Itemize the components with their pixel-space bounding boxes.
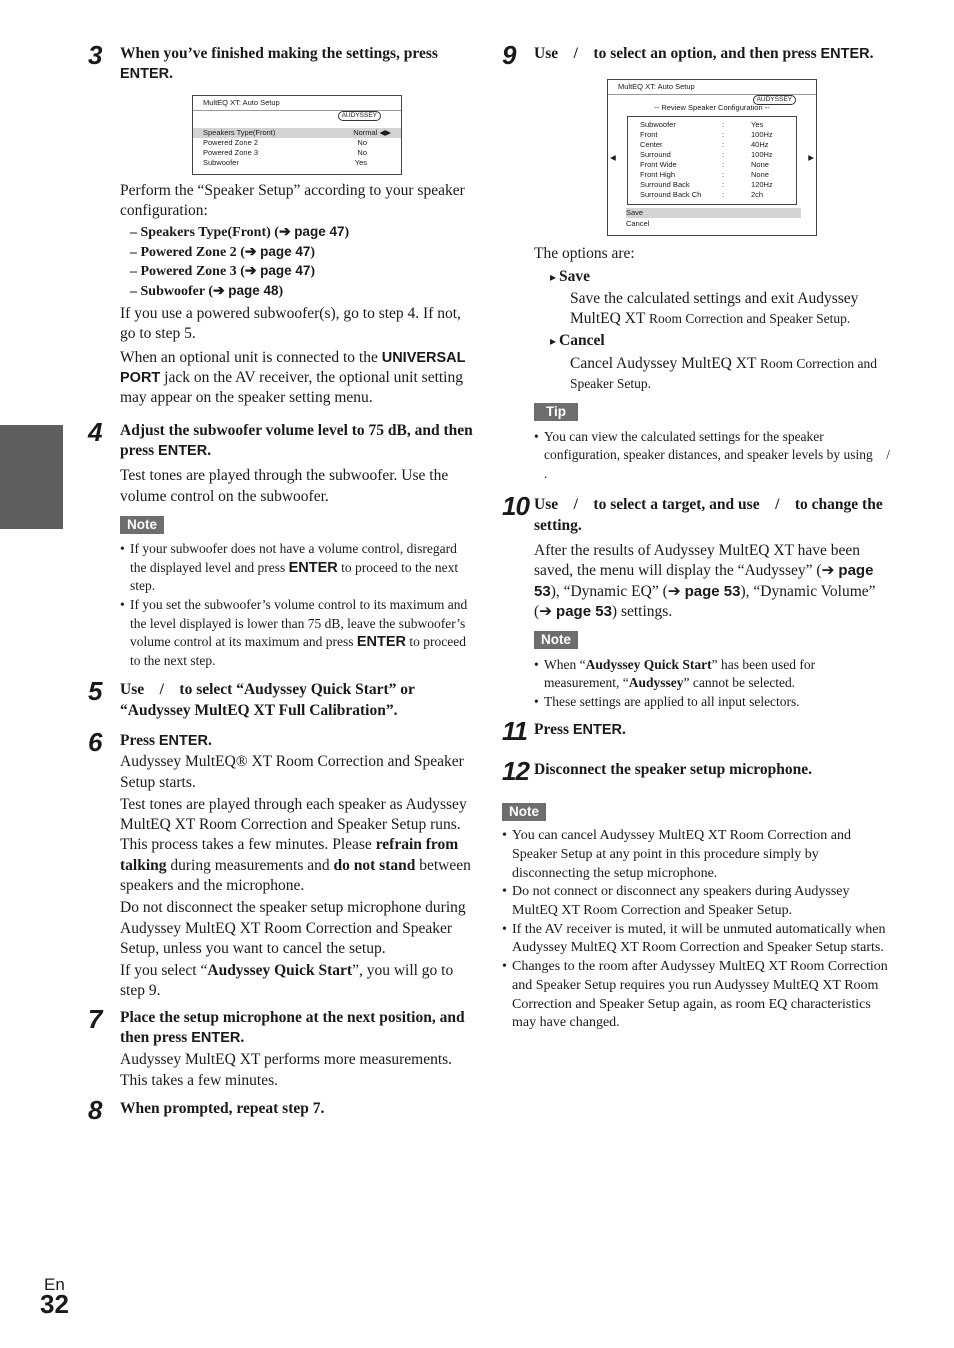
paragraph: After the results of Audyssey MultEQ XT have been saved, the menu will display the “Audyssey” (➔ page 53), “Dynamic EQ” (➔ page 53), “Dynamic Volume” (➔ page 53) settings. (534, 542, 876, 620)
step-11 (502, 716, 892, 747)
note-item: • Do not connect or disconnect any speakers during Audyssey MultEQ XT Room Correction and Speaker Setup. (502, 883, 892, 920)
step-number: 8 (88, 1094, 102, 1125)
note-item: • If you set the subwoofer’s volume control to its maximum and the level displayed is lower than 75 dB, leave the subwoofer’s volume control at its maximum and press ENTER to proceed to the next step. (120, 596, 476, 670)
step-title: When prompted, repeat step 7. (120, 1099, 325, 1117)
tip-item: • You can view the calculated settings for the speaker configuration, speaker distances, and speaker levels by using / . (534, 428, 892, 484)
step-number: 12 (502, 755, 529, 786)
config-row: Front Wide : None (640, 160, 769, 170)
config-row: Subwoofer : Yes (640, 120, 764, 130)
note-label: Note (502, 803, 546, 821)
step-number: 10 (502, 491, 529, 522)
config-row: Surround Back Ch : 2ch (640, 190, 764, 200)
right-arrow-icon[interactable]: ▶ (808, 153, 814, 163)
step-number: 6 (88, 726, 102, 757)
step-title: Disconnect the speaker setup microphone. (534, 760, 812, 778)
step-6 (88, 726, 476, 1002)
left-arrow-icon[interactable]: ◀ (610, 153, 616, 163)
step-title: Use / to select an option, and then press ENTER. (534, 45, 874, 62)
paragraph: If you select “Audyssey Quick Start”, you will go to step 9. (120, 962, 454, 1000)
option-cancel (550, 331, 892, 394)
paragraph: Audyssey MultEQ® XT Room Correction and Speaker Setup starts. (120, 753, 464, 791)
section-tab (0, 425, 63, 529)
option-desc: Cancel Audyssey MultEQ XT Room Correction and Speaker Setup. (570, 354, 877, 392)
note-item: • These settings are applied to all input selectors. (534, 693, 892, 712)
paragraph: Test tones are played through the subwoofer. Use the volume control on the subwoofer. (120, 467, 449, 505)
auto-setup-screen (192, 95, 402, 175)
screen-row: Powered Zone 2 No (203, 137, 367, 147)
cancel-option[interactable]: Cancel (626, 219, 650, 229)
step-4 (88, 416, 476, 671)
right-column (502, 40, 904, 1033)
option-title: ▸ Save (550, 267, 892, 287)
config-row: Surround : 100Hz (640, 150, 773, 160)
note-item: • When “Audyssey Quick Start” has been used for measurement, “Audyssey” cannot be selected. (534, 656, 892, 693)
audyssey-badge: AUDYSSEY (753, 95, 796, 105)
screen-title: MultEQ XT: Auto Setup (608, 80, 816, 95)
audyssey-badge: AUDYSSEY (338, 111, 381, 121)
step-8 (88, 1094, 476, 1125)
page-number: 32 (40, 1289, 69, 1319)
note-label: Note (534, 631, 578, 649)
paragraph: Test tones are played through each speaker as Audyssey MultEQ XT Room Correction and Speaker Setup runs. This process takes a few minutes. Please refrain from talking during measurements and do not stand between speakers and the microphone. (120, 795, 471, 894)
step-number: 4 (88, 416, 102, 447)
step-7 (88, 1003, 476, 1091)
step-5 (88, 676, 476, 721)
note-label: Note (120, 516, 164, 534)
step-9 (502, 40, 904, 483)
step-title: Press ENTER. (534, 721, 626, 739)
step-title: When you’ve finished making the settings, press ENTER. (120, 45, 438, 83)
config-row: Front High : None (640, 170, 769, 180)
option-title: ▸ Cancel (550, 331, 892, 351)
screen-row: Subwoofer Yes (203, 157, 367, 167)
screen-row: Powered Zone 3 No (203, 147, 367, 157)
paragraph: Do not disconnect the speaker setup microphone during Audyssey MultEQ XT Room Correction and Speaker Setup, unless you want to cancel the setup. (120, 899, 466, 957)
paragraph: Audyssey MultEQ XT performs more measurements. This takes a few minutes. (120, 1051, 453, 1089)
note-list (534, 656, 892, 712)
review-speaker-screen (607, 79, 817, 236)
note-item: • If the AV receiver is muted, it will be unmuted automatically when Audyssey MultEQ XT Room Correction and Speaker Setup starts. (502, 921, 892, 958)
screen-subtitle: -- Review Speaker Configuration -- (654, 103, 770, 113)
note-list (502, 827, 892, 1033)
step-number: 3 (88, 40, 102, 70)
option-save (550, 267, 892, 330)
config-row: Center : 40Hz (640, 140, 769, 150)
step-number: 9 (502, 40, 516, 70)
dash-item: – Subwoofer (➔ page 48) (130, 282, 284, 299)
step-title: Adjust the subwoofer volume level to 75 dB, and then press ENTER. (120, 421, 473, 459)
step-12 (502, 755, 892, 786)
left-column (88, 40, 476, 1125)
step-3 (88, 40, 476, 409)
step-10 (502, 491, 892, 711)
tip-label: Tip (534, 403, 578, 421)
page-language: En (44, 1275, 65, 1294)
dash-item: – Powered Zone 2 (➔ page 47) (130, 243, 316, 260)
paragraph: Perform the “Speaker Setup” according to your speaker configuration: (120, 181, 465, 219)
dash-item: – Speakers Type(Front) (➔ page 47) (130, 224, 350, 241)
tip-list (534, 428, 904, 484)
screen-row: Speakers Type(Front) Normal ◀▶ (193, 128, 401, 138)
note-item: • If your subwoofer does not have a volume control, disregard the displayed level and press ENTER to proceed to the next step. (120, 540, 476, 596)
paragraph: The options are: (534, 245, 635, 263)
step-title: Use / to select a target, and use / to change the setting. (534, 496, 887, 534)
note-item: • Changes to the room after Audyssey MultEQ XT Room Correction and Speaker Setup requires you run Audyssey MultEQ XT Room Correction and Speaker Setup again, as room EQ characteristics may have changed. (502, 958, 892, 1033)
step-title: Place the setup microphone at the next position, and then press ENTER. (120, 1008, 465, 1047)
step-number: 11 (502, 716, 527, 747)
option-desc: Save the calculated settings and exit Audyssey MultEQ XT Room Correction and Speaker Setup. (570, 289, 859, 328)
screen-title: MultEQ XT: Auto Setup (193, 96, 401, 111)
config-row: Front : 100Hz (640, 130, 773, 140)
step-number: 7 (88, 1003, 102, 1034)
note-item: • You can cancel Audyssey MultEQ XT Room Correction and Speaker Setup at any point in this procedure simply by disconnecting the setup microphone. (502, 827, 892, 883)
dash-item: – Powered Zone 3 (➔ page 47) (130, 263, 316, 280)
paragraph: If you use a powered subwoofer(s), go to step 4. If not, go to step 5. (120, 305, 461, 343)
step-title: Press ENTER. (120, 731, 212, 749)
notes-section (502, 802, 892, 1033)
step-title: Use / to select “Audyssey Quick Start” or “Audyssey MultEQ XT Full Calibration”. (120, 681, 419, 719)
speaker-config-box (610, 116, 814, 205)
step-number: 5 (88, 676, 102, 707)
paragraph: When an optional unit is connected to the UNIVERSAL PORT jack on the AV receiver, the optional unit setting may appear on the speaker setting menu. (120, 348, 466, 407)
config-row: Surround Back : 120Hz (640, 180, 773, 190)
note-list (120, 540, 476, 670)
save-option[interactable]: Save (626, 208, 801, 218)
